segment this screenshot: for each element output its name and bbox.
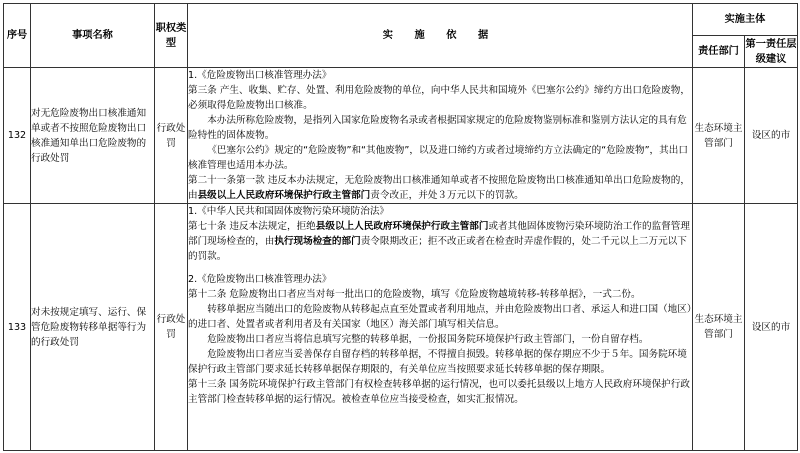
basis-article: 第十三条 国务院环境保护行政主管部门有权检查转移单据的运行情况，也可以委托县级以上地方人民政府环境保护行政主管部门检查转移单据的运行情况。被检查单位应当接受检查，如实汇报情况。 bbox=[188, 379, 690, 406]
basis-law-title: 1.《中华人民共和国固体废物污染环境防治法》 bbox=[188, 206, 390, 218]
basis-law-title: 1.《危险废物出口核准管理办法》 bbox=[188, 70, 332, 81]
row-item-name: 对未按规定填写、运行、保管危险废物转移单据等行为的行政处罚 bbox=[31, 204, 155, 451]
basis-text: 或者其他固体废物污染环境防治工作的监督管理部门现场检查的，由 bbox=[188, 221, 690, 248]
basis-article bbox=[188, 219, 692, 264]
header-power-type: 职权类型 bbox=[155, 4, 188, 68]
row-level: 设区的市 bbox=[745, 68, 798, 204]
row-power-type: 行政处罚 bbox=[155, 204, 188, 451]
basis-paragraph: 《巴塞尔公约》规定的“危险废物”和“其他废物”，以及进口缔约方或者过境缔约方立法确定的“危险废物”，其出口核准管理也适用本办法。 bbox=[188, 145, 688, 171]
header-subject: 实施主体 bbox=[693, 4, 798, 36]
basis-text: 第二十一条第一款 违反本办法规定，无危险废物出口核准通知单或者不按照危险废物出口核准通知单出口危险废物的，由 bbox=[188, 175, 690, 201]
basis-emphasis: 县级以上人民政府环境保护行政主管部门 bbox=[197, 190, 371, 201]
basis-text: 责令改正，并处３万元以下的罚款。 bbox=[370, 190, 524, 201]
row-basis bbox=[188, 204, 693, 451]
basis-paragraph: 危险废物出口者应当将信息填写完整的转移单据，一份报国务院环境保护行政主管部门，一份自留存档。 bbox=[207, 334, 649, 346]
table-row bbox=[4, 68, 798, 204]
row-power-type: 行政处罚 bbox=[155, 68, 188, 204]
header-basis bbox=[188, 4, 693, 68]
admin-penalty-table bbox=[3, 3, 798, 451]
spacer bbox=[188, 264, 692, 272]
header-seq: 序号 bbox=[4, 4, 31, 68]
row-dept: 生态环境主管部门 bbox=[693, 204, 745, 451]
basis-law-title: 2.《危险废物出口核准管理办法》 bbox=[188, 274, 332, 286]
row-seq: 133 bbox=[4, 204, 31, 451]
row-level: 设区的市 bbox=[745, 204, 798, 451]
basis-emphasis: 执行现场检查的部门 bbox=[274, 236, 361, 248]
header-level: 第一责任层级建议 bbox=[745, 36, 798, 68]
basis-text: 第七十条 违反本法规定，拒绝 bbox=[188, 221, 316, 233]
header-dept: 责任部门 bbox=[693, 36, 745, 68]
table-row bbox=[4, 204, 798, 451]
basis-article bbox=[188, 173, 692, 203]
row-dept: 生态环境主管部门 bbox=[693, 68, 745, 204]
basis-article: 第十二条 危险废物出口者应当对每一批出口的危险废物，填写《危险废物越境转移-转移单据》，一式二份。 bbox=[188, 289, 641, 301]
basis-text: 责令限期改正；拒不改正或者在检查时弄虚作假的，处二千元以上二万元以下的罚款。 bbox=[188, 236, 687, 263]
row-seq: 132 bbox=[4, 68, 31, 204]
basis-paragraph: 本办法所称危险废物，是指列入国家危险废物名录或者根据国家规定的危险废物鉴别标准和鉴别方法认定的具有危险特性的固体废物。 bbox=[188, 115, 687, 141]
row-item-name: 对无危险废物出口核准通知单或者不按照危险废物出口核准通知单出口危险废物的行政处罚 bbox=[31, 68, 155, 204]
header-basis-label: 实 施 依 据 bbox=[382, 30, 498, 41]
row-basis bbox=[188, 68, 693, 204]
header-item-name: 事项名称 bbox=[31, 4, 155, 68]
basis-paragraph: 转移单据应当随出口的危险废物从转移起点直至处置或者利用地点，并由危险废物出口者、承运人和进口国（地区）的进口者、处置者或者利用者及有关国家（地区）海关部门填写相关信息。 bbox=[188, 304, 692, 331]
basis-emphasis: 县级以上人民政府环境保护行政主管部门 bbox=[315, 221, 489, 233]
basis-article: 第三条 产生、收集、贮存、处置、利用危险废物的单位，向中华人民共和国境外《巴塞尔公约》缔约方出口危险废物，必须取得危险废物出口核准。 bbox=[188, 85, 690, 111]
basis-paragraph: 危险废物出口者应当妥善保存自留存档的转移单据，不得擅自损毁。转移单据的保存期应不少于５年。国务院环境保护行政主管部门要求延长转移单据保存期限的，有关单位应当按照要求延长转移单据的保存期限。 bbox=[188, 349, 687, 376]
